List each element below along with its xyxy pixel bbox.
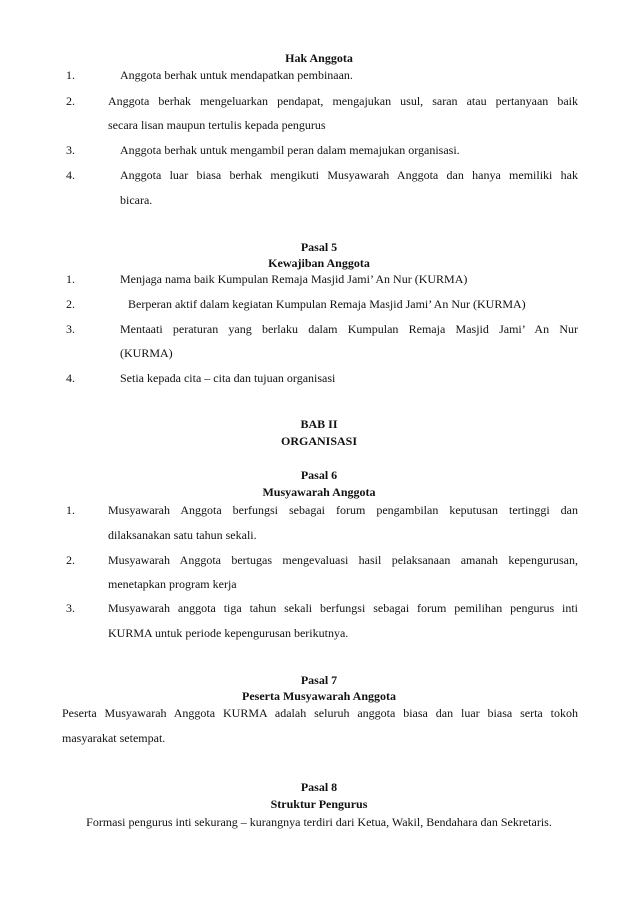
paragraph-text: Formasi pengurus inti sekurang – kurangnya terdiri dari Ketua, Wakil, Bendahara dan Sekretaris. <box>86 815 552 829</box>
list-number: 1. <box>66 272 75 286</box>
list-number: 1. <box>66 503 75 517</box>
list-number: 4. <box>66 371 75 385</box>
list-number: 2. <box>66 297 75 311</box>
pasal-heading: Pasal 5 <box>300 240 338 254</box>
list-item-text: bicara. <box>120 193 153 207</box>
list-item-text: secara lisan maupun tertulis kepada pengurus <box>108 118 326 132</box>
list-item-text: Anggota berhak untuk mendapatkan pembinaan. <box>120 68 353 82</box>
list-number: 2. <box>66 94 75 108</box>
list-item-text: Setia kepada cita – cita dan tujuan organisasi <box>120 371 336 385</box>
list-item-text: Menjaga nama baik Kumpulan Remaja Masjid Jami’ An Nur (KURMA) <box>120 272 468 286</box>
list-item-text: Musyawarah anggota tiga tahun sekali berfungsi sebagai forum pemilihan pengurus inti <box>108 601 578 615</box>
list-number: 1. <box>66 68 75 82</box>
list-item-text: Mentaati peraturan yang berlaku dalam Kumpulan Remaja Masjid Jami’ An Nur <box>120 322 578 336</box>
pasal-heading: Pasal 8 <box>300 780 338 794</box>
chapter-heading: BAB II <box>300 417 338 431</box>
pasal-heading: Pasal 7 <box>300 673 338 687</box>
list-item-text: Musyawarah Anggota bertugas mengevaluasi hasil pelaksanaan amanah kepengurusan, <box>108 553 578 567</box>
list-item-text: Anggota berhak mengeluarkan pendapat, mengajukan usul, saran atau pertanyaan baik <box>108 94 578 108</box>
list-item-text: Berperan aktif dalam kegiatan Kumpulan Remaja Masjid Jami’ An Nur (KURMA) <box>128 297 526 311</box>
list-number: 3. <box>66 322 75 336</box>
list-item-text: (KURMA) <box>120 346 173 360</box>
pasal-subheading: Kewajiban Anggota <box>268 256 370 270</box>
section-heading-hak-anggota: Hak Anggota <box>285 51 353 65</box>
paragraph-text: Peserta Musyawarah Anggota KURMA adalah seluruh anggota biasa dan luar biasa serta tokoh <box>62 706 578 720</box>
list-number: 3. <box>66 601 75 615</box>
list-item-text: KURMA untuk periode kepengurusan berikutnya. <box>108 626 349 640</box>
list-item-text: Anggota berhak untuk mengambil peran dalam memajukan organisasi. <box>120 143 460 157</box>
list-number: 3. <box>66 143 75 157</box>
pasal-subheading: Musyawarah Anggota <box>262 485 376 499</box>
pasal-subheading: Struktur Pengurus <box>270 797 368 811</box>
list-item-text: menetapkan program kerja <box>108 577 237 591</box>
list-item-text: Anggota luar biasa berhak mengikuti Musyawarah Anggota dan hanya memiliki hak <box>120 168 578 182</box>
paragraph-text: masyarakat setempat. <box>62 731 166 745</box>
list-number: 4. <box>66 168 75 182</box>
list-item-text: Musyawarah Anggota berfungsi sebagai forum pengambilan keputusan tertinggi dan <box>108 503 578 517</box>
pasal-subheading: Peserta Musyawarah Anggota <box>242 689 396 703</box>
pasal-heading: Pasal 6 <box>300 468 338 482</box>
list-item-text: dilaksanakan satu tahun sekali. <box>108 528 257 542</box>
chapter-subheading: ORGANISASI <box>280 434 358 448</box>
list-number: 2. <box>66 553 75 567</box>
